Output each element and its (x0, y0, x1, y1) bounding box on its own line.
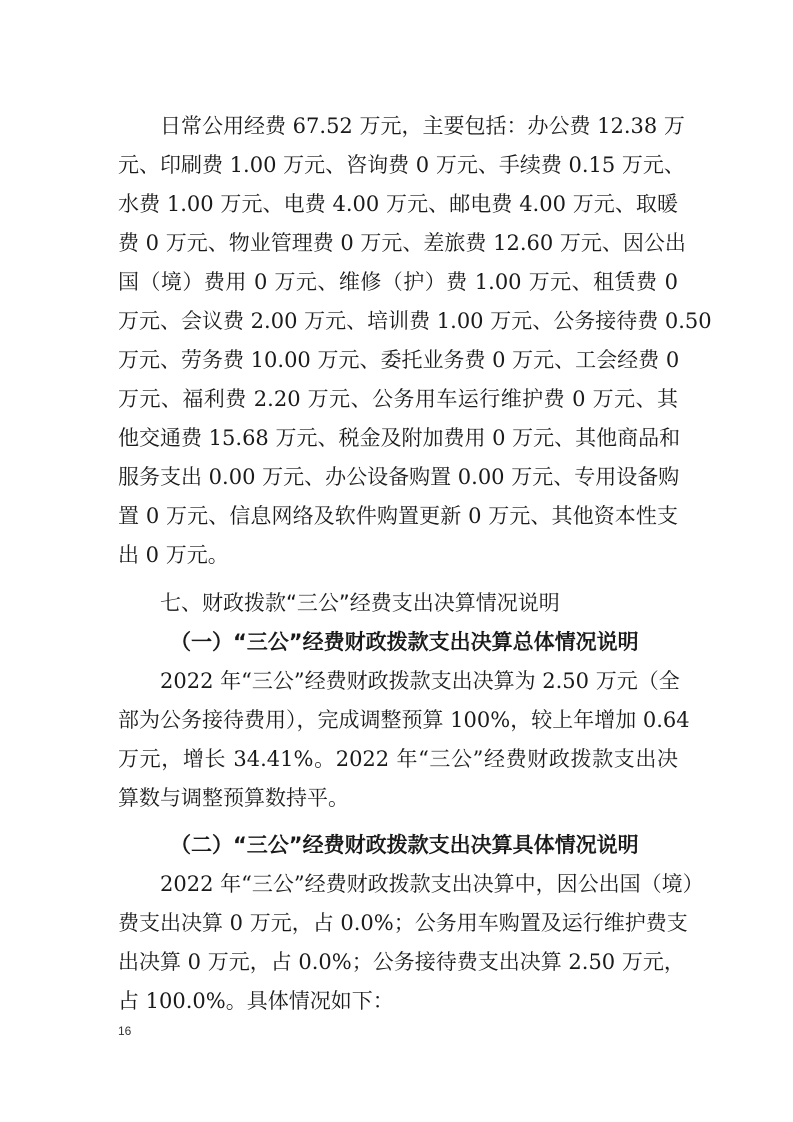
paragraph-line: 2022 年“三公”经费财政拨款支出决算中，因公出国（境） (160, 872, 704, 896)
subsection-heading: （二）“三公”经费财政拨款支出决算具体情况说明 (170, 833, 639, 857)
subsection-heading: （一）“三公”经费财政拨款支出决算总体情况说明 (170, 630, 639, 654)
page-number: 16 (118, 1024, 132, 1038)
paragraph-line: 2022 年“三公”经费财政拨款支出决算为 2.50 万元（全 (160, 669, 680, 693)
paragraph-line: 水费 1.00 万元、电费 4.00 万元、邮电费 4.00 万元、取暖 (118, 192, 678, 216)
paragraph-line: 占 100.0%。具体情况如下： (118, 989, 394, 1013)
paragraph-line: 万元、劳务费 10.00 万元、委托业务费 0 万元、工会经费 0 (118, 348, 680, 372)
paragraph-line: 服务支出 0.00 万元、办公设备购置 0.00 万元、专用设备购 (118, 465, 680, 489)
paragraph-line: 费支出决算 0 万元，占 0.0%；公务用车购置及运行维护费支 (118, 911, 688, 935)
paragraph-line: 国（境）费用 0 万元、维修（护）费 1.00 万元、租赁费 0 (118, 270, 678, 294)
paragraph-line: 部为公务接待费用），完成调整预算 100%，较上年增加 0.64 (118, 708, 690, 732)
paragraph-line: 出决算 0 万元，占 0.0%；公务接待费支出决算 2.50 万元， (118, 950, 685, 974)
paragraph-line: 置 0 万元、信息网络及软件购置更新 0 万元、其他资本性支 (118, 504, 678, 528)
paragraph-line: 他交通费 15.68 万元、税金及附加费用 0 万元、其他商品和 (118, 426, 681, 450)
section-heading: 七、财政拨款“三公”经费支出决算情况说明 (160, 591, 560, 615)
paragraph-line: 出 0 万元。 (118, 543, 229, 567)
paragraph-line: 费 0 万元、物业管理费 0 万元、差旅费 12.60 万元、因公出 (118, 231, 686, 255)
paragraph-line: 元、印刷费 1.00 万元、咨询费 0 万元、手续费 0.15 万元、 (118, 153, 685, 177)
paragraph-line: 算数与调整预算数持平。 (118, 786, 349, 810)
paragraph-line: 日常公用经费 67.52 万元，主要包括：办公费 12.38 万 (160, 114, 685, 138)
paragraph-line: 万元、会议费 2.00 万元、培训费 1.00 万元、公务接待费 0.50 (118, 309, 712, 333)
paragraph-line: 万元，增长 34.41%。2022 年“三公”经费财政拨款支出决 (118, 747, 678, 771)
paragraph-line: 万元、福利费 2.20 万元、公务用车运行维护费 0 万元、其 (118, 387, 678, 411)
